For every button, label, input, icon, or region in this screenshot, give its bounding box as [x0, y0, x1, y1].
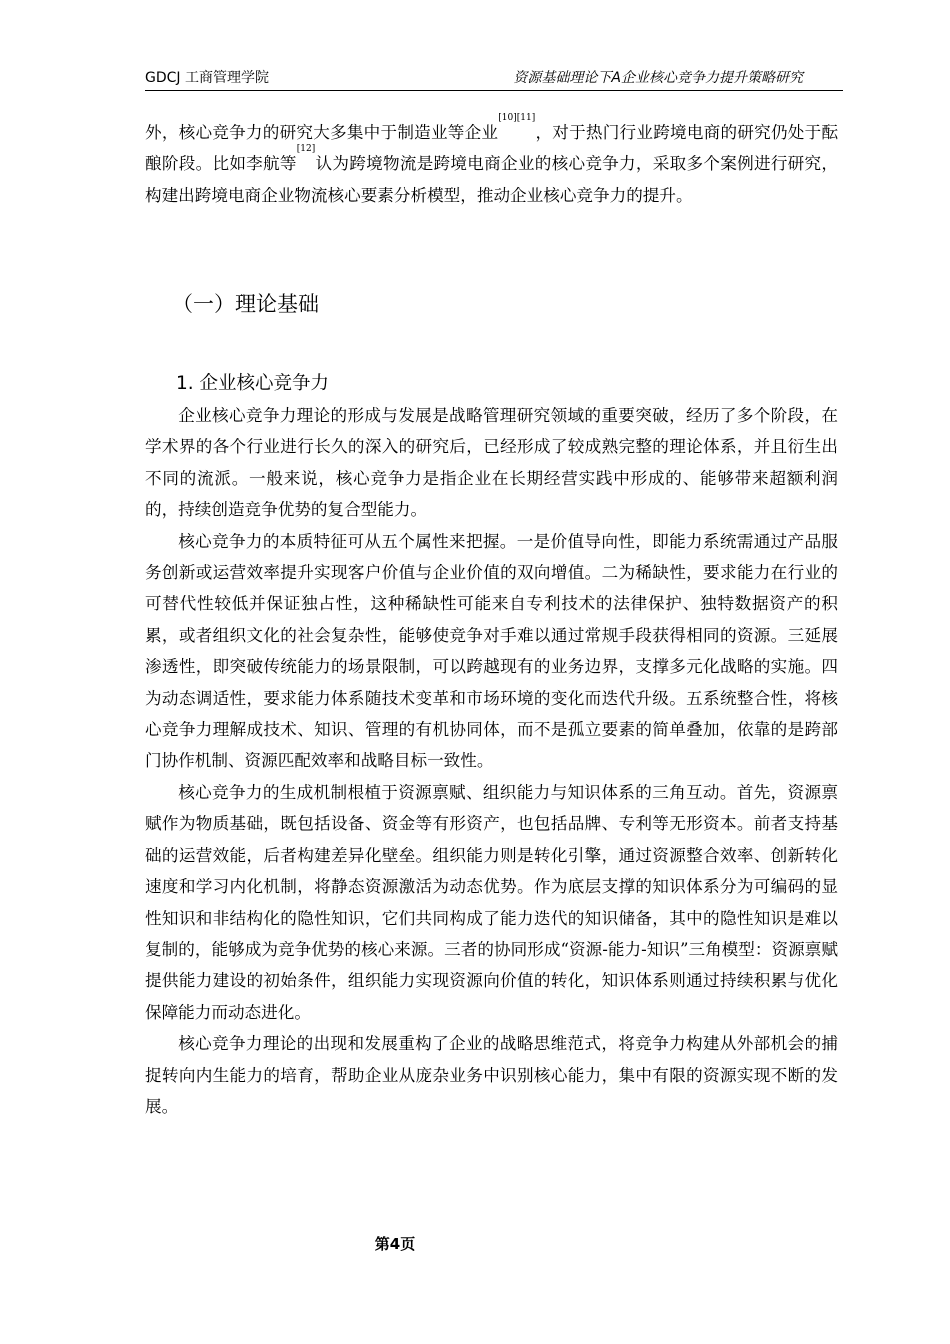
citation-12: [12]	[296, 144, 316, 155]
header-institution: GDCJ 工商管理学院	[145, 70, 269, 86]
intro-text-3: 认为跨境物流是跨境电商企业的核心竞争力，采取多个案例进行研究，构建出跨境电商企业物流核心要素分析模型，推动企业核心竞争力的提升。	[145, 154, 838, 205]
page-header	[145, 64, 843, 91]
intro-block	[145, 113, 839, 211]
body-paragraph-3: 核心竞争力的生成机制根植于资源禀赋、组织能力与知识体系的三角互动。首先，资源禀赋作为物质基础，既包括设备、资金等有形资产，也包括品牌、专利等无形资本。前者支持基础的运营效能，后者构建差异化壁垒。组织能力则是转化引擎，通过资源整合效率、创新转化速度和学习内化机制，将静态资源激活为动态优势。作为底层支撑的知识体系分为可编码的显性知识和非结构化的隐性知识，它们共同构成了能力迭代的知识储备，其中的隐性知识是难以复制的，能够成为竞争优势的核心来源。三者的协同形成“资源-能力-知识”三角模型：资源禀赋提供能力建设的初始条件，组织能力实现资源向价值的转化，知识体系则通过持续积累与优化保障能力而动态进化。	[145, 782, 838, 1022]
intro-text-2: ，对于热门行业跨境电商的研究仍处于酝酿阶段。比如李航等	[145, 123, 839, 174]
intro-paragraph	[145, 113, 839, 211]
intro-text-1: 外，核心竞争力的研究大多集中于制造业等企业	[145, 123, 499, 142]
body-paragraph-4: 核心竞争力理论的出现和发展重构了企业的战略思维范式，将竞争力构建从外部机会的捕捉转向内生能力的培育，帮助企业从庞杂业务中识别核心能力，集中有限的资源实现不断的发展。	[145, 1034, 838, 1116]
body-paragraph-2: 核心竞争力的本质特征可从五个属性来把握。一是价值导向性，即能力系统需通过产品服务创新或运营效率提升实现客户价值与企业价值的双向增值。二为稀缺性，要求能力在行业的可替代性较低并保证独占性，这种稀缺性可能来自专利技术的法律保护、独特数据资产的积累，或者组织文化的社会复杂性，能够使竞争对手难以通过常规手段获得相同的资源。三延展渗透性，即突破传统能力的场景限制，可以跨越现有的业务边界，支撑多元化战略的实施。四为动态调适性，要求能力体系随技术变革和市场环境的变化而迭代升级。五系统整合性，将核心竞争力理解成技术、知识、管理的有机协同体，而不是孤立要素的简单叠加，依靠的是跨部门协作机制、资源匹配效率和战略目标一致性。	[145, 531, 838, 771]
body-paragraph-1: 企业核心竞争力理论的形成与发展是战略管理研究领域的重要突破，经历了多个阶段，在学术界的各个行业进行长久的深入的研究后，已经形成了较成熟完整的理论体系，并且衍生出不同的流派。一般来说，核心竞争力是指企业在长期经营实践中形成的、能够带来超额利润的，持续创造竞争优势的复合型能力。	[145, 406, 838, 520]
section-title: （一）理论基础	[172, 292, 319, 316]
subsection-title: 1. 企业核心竞争力	[176, 373, 330, 394]
citation-10-11: [10][11]	[498, 113, 536, 123]
main-body	[145, 400, 838, 1122]
page-number: 第4页	[374, 1235, 416, 1253]
header-paper-title: 资源基础理论下A企业核心竞争力提升策略研究	[513, 70, 803, 86]
